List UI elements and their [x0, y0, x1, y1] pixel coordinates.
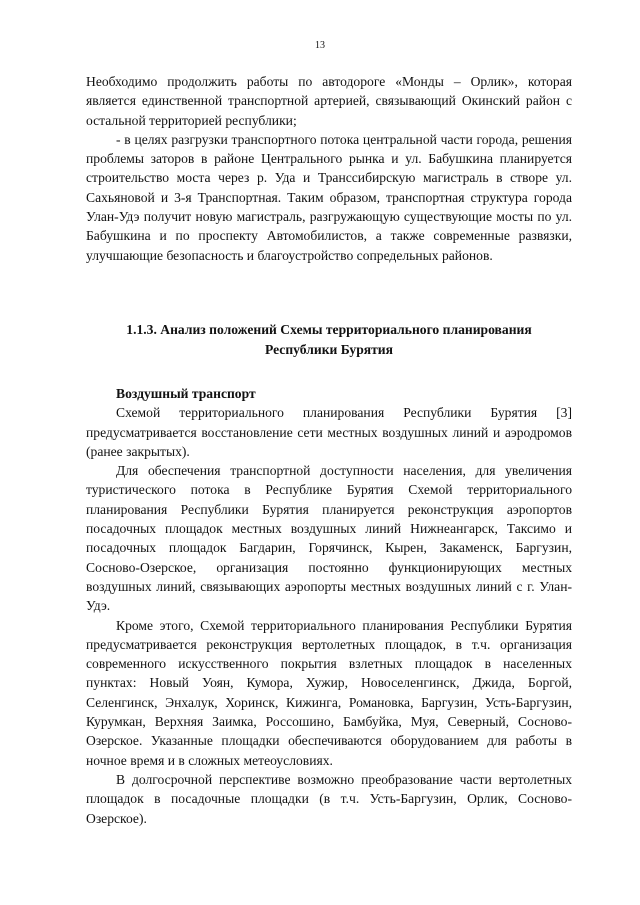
- intro-paragraph-1: Необходимо продолжить работы по автодороге «Монды – Орлик», которая является единственной транспортной артерией, связывающий Окинский район с остальной территорией республики;: [86, 74, 572, 128]
- section-paragraph-2: Для обеспечения транспортной доступности населения, для увеличения туристического потока в Республике Бурятия Схемой территориального планирования Республики Бурятия планируется реконструкция аэропортов посадочных площадок местных воздушных линий Нижнеангарск, Таксимо и посадочных площадок Багдарин, Горячинск, Кырен, Закаменск, Баргузин, Сосново-Озерское, организация постоянно функционирующих местных воздушных линий, связывающих аэропорты местных воздушных линий с г. Улан-Удэ.: [86, 463, 572, 614]
- section-body: [86, 384, 572, 828]
- section-heading-line-2: Республики Бурятия: [264, 342, 393, 357]
- section-paragraph-4: В долгосрочной перспективе возможно преобразование части вертолетных площадок в посадочные площадки (в т.ч. Усть-Баргузин, Орлик, Сосново-Озерское).: [86, 771, 572, 826]
- intro-paragraph-2: - в целях разгрузки транспортного потока центральной части города, решения проблемы заторов в районе Центрального рынка и ул. Бабушкина планируется строительство моста через р. Уда и Транссибирскую магистраль в створе ул. Сахьяновой и 3-я Транспортная. Таким образом, транспортная структура города Улан-Удэ получит новую магистраль, разгружающую существующие мосты по ул. Бабушкина и по проспекту Автомобилистов, а также современные развязки, улучшающие безопасность и благоустройство сопредельных районов.: [86, 131, 572, 263]
- section-paragraph-1: Схемой территориального планирования Республики Бурятия [3] предусматривается восстановление сети местных воздушных линий и аэродромов (ранее закрытых).: [86, 405, 572, 459]
- subheading-air-transport: Воздушный транспорт: [116, 386, 256, 401]
- section-paragraph-3: Кроме этого, Схемой территориального планирования Республики Бурятия предусматривается реконструкция вертолетных площадок, в т.ч. организация современного искусственного покрытия взлетных площадок в населенных пунктах: Новый Уоян, Кумора, Хужир, Новоселенгинск, Джида, Боргой, Селенгинск, Энхалук, Хоринск, Кижинга, Романовка, Баргузин, Усть-Баргузин, Курумкан, Верхняя Заимка, Россошино, Бамбуйка, Муя, Северный, Сосново-Озерское. Указанные площадки обеспечиваются оборудованием для работы в ночное время и в сложных метеоусловиях.: [86, 617, 572, 768]
- intro-block: [86, 72, 572, 265]
- section-heading-line-1: 1.1.3. Анализ положений Схемы территориального планирования: [126, 322, 532, 337]
- page-number: 13: [315, 40, 325, 51]
